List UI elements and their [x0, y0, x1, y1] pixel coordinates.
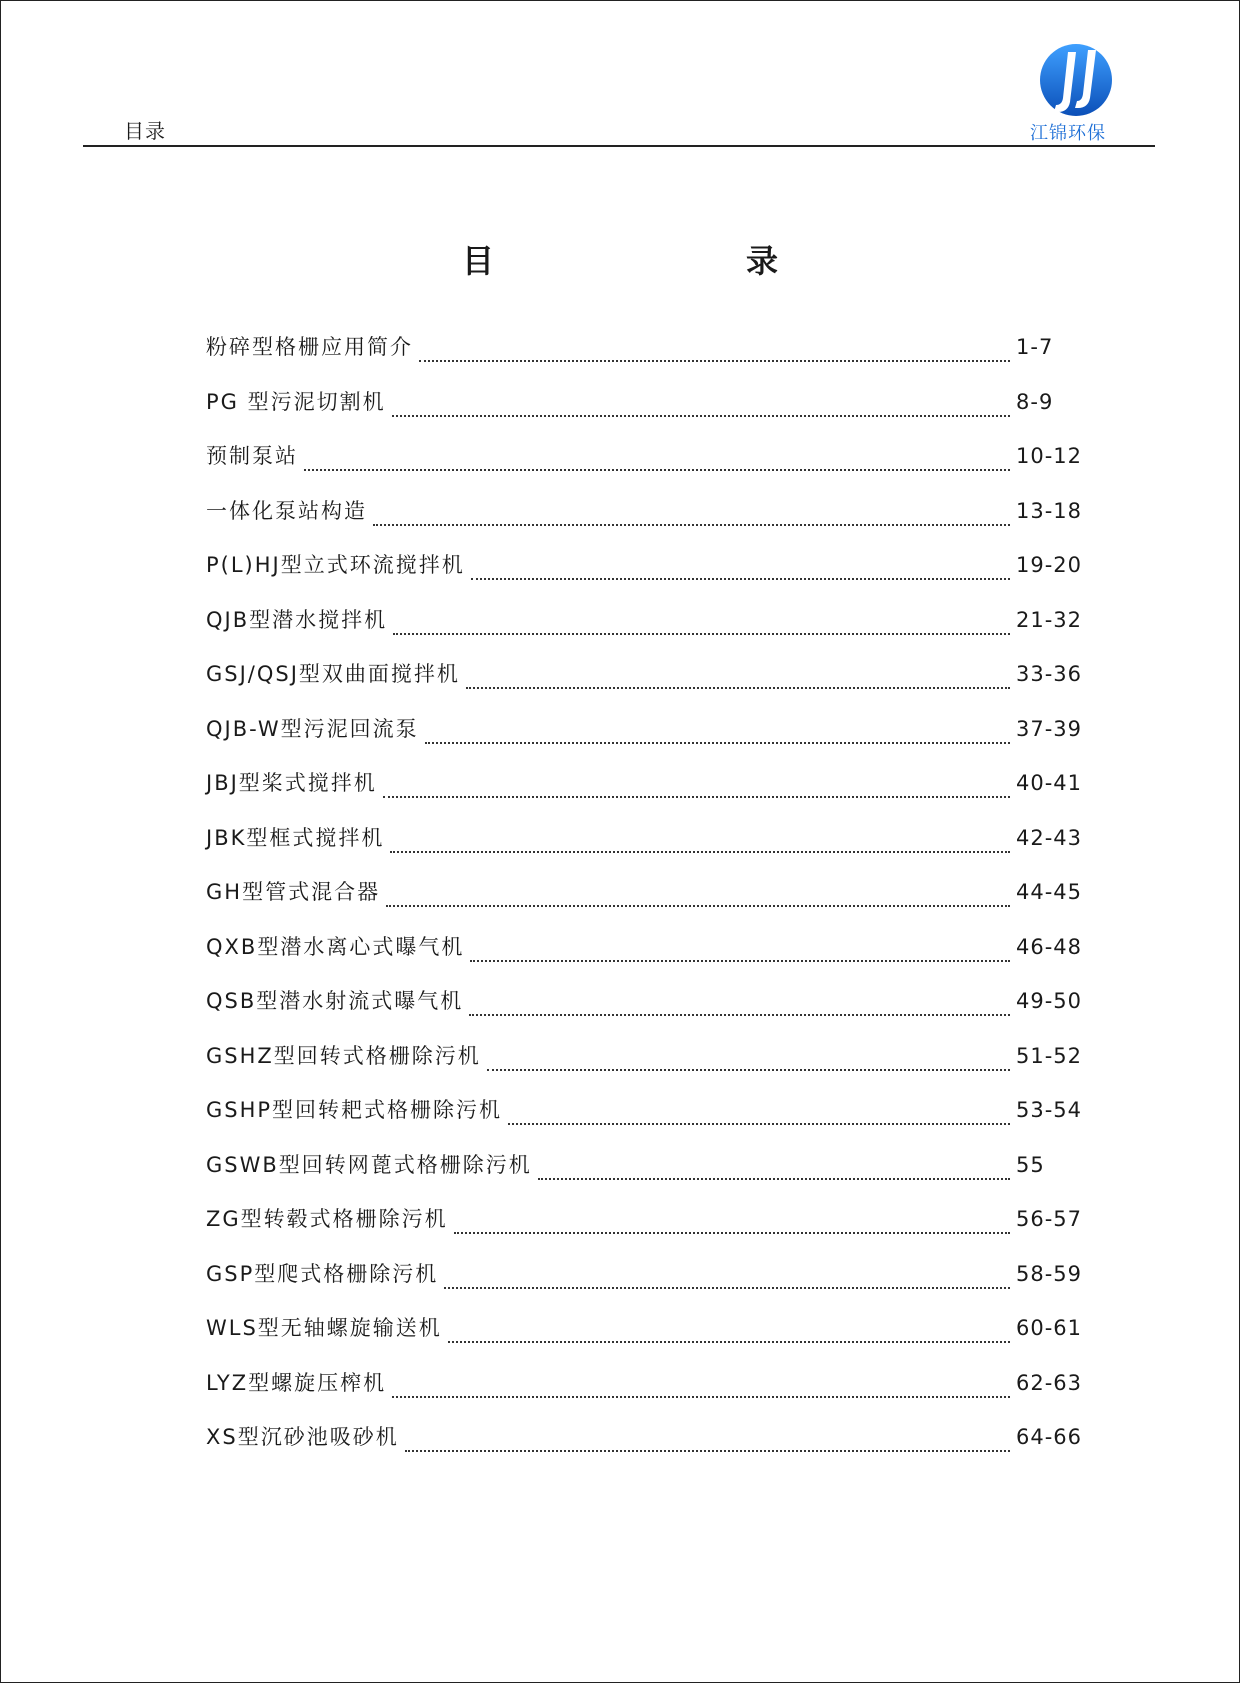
toc-entry[interactable] [206, 549, 1098, 604]
toc-entry-pages: 46-48 [1016, 934, 1083, 959]
toc-entry-pages: 53-54 [1016, 1098, 1083, 1122]
toc-entry-pages: 8-9 [1016, 389, 1054, 414]
toc-dot-leader [508, 1123, 1010, 1125]
toc-dot-leader [392, 415, 1010, 417]
toc-entry-pages: 33-36 [1016, 662, 1083, 686]
toc-dot-leader [373, 524, 1010, 526]
toc-entry-pages: 40-41 [1016, 771, 1083, 795]
toc-entry-pages: 42-43 [1016, 825, 1083, 850]
toc-entry-pages: 64-66 [1016, 1425, 1083, 1449]
header-section-label: 目录 [124, 119, 166, 143]
toc-dot-leader [454, 1232, 1010, 1234]
toc-entry-title: QXB型潜水离心式曝气机 [206, 934, 465, 959]
toc-dot-leader [425, 742, 1010, 744]
toc-entry-title: ZG型转毂式格栅除污机 [206, 1207, 448, 1231]
toc-entry-title: 一体化泵站构造 [206, 498, 367, 523]
toc-entry[interactable] [206, 1149, 1098, 1204]
toc-dot-leader [466, 687, 1010, 689]
toc-entry-pages: 21-32 [1016, 607, 1083, 632]
toc-dot-leader [393, 633, 1010, 635]
toc-dot-leader [386, 905, 1010, 907]
toc-entry-pages: 58-59 [1016, 1261, 1083, 1286]
toc-entry[interactable] [206, 495, 1098, 550]
toc-dot-leader [304, 469, 1010, 471]
toc-entry-pages: 37-39 [1016, 716, 1083, 741]
toc-entry-title: GSHZ型回转式格栅除污机 [206, 1043, 481, 1068]
toc-dot-leader [383, 796, 1010, 798]
toc-entry-title: GSWB型回转网蓖式格栅除污机 [206, 1152, 532, 1177]
header-divider [83, 145, 1155, 147]
brand-logo-icon [1038, 42, 1114, 120]
toc-entry[interactable] [206, 1203, 1098, 1258]
toc-entry[interactable] [206, 1040, 1098, 1095]
toc-entry-pages: 19-20 [1016, 553, 1083, 577]
toc-entry-title: JBK型框式搅拌机 [206, 825, 385, 850]
toc-entry-pages: 51-52 [1016, 1043, 1083, 1068]
toc-entry[interactable] [206, 822, 1098, 877]
toc-entry-pages: 44-45 [1016, 880, 1083, 904]
toc-entry-title: GH型管式混合器 [206, 880, 381, 904]
toc-dot-leader [538, 1178, 1010, 1180]
toc-entry-pages: 60-61 [1016, 1316, 1083, 1340]
toc-dot-leader [470, 960, 1010, 962]
toc-dot-leader [405, 1450, 1010, 1452]
toc-dot-leader [448, 1341, 1010, 1343]
toc-entry-title: GSJ/QSJ型双曲面搅拌机 [206, 662, 460, 686]
toc-entry[interactable] [206, 876, 1098, 931]
toc-entry[interactable] [206, 985, 1098, 1040]
toc-entry-title: JBJ型桨式搅拌机 [206, 771, 377, 795]
toc-entry-pages: 13-18 [1016, 498, 1083, 523]
toc-entry-title: WLS型无轴螺旋输送机 [206, 1316, 442, 1340]
toc-entry-title: P(L)HJ型立式环流搅拌机 [206, 553, 465, 577]
toc-entry[interactable] [206, 604, 1098, 659]
toc-entry[interactable] [206, 713, 1098, 768]
toc-entry[interactable] [206, 331, 1098, 386]
toc-entry-title: PG 型污泥切割机 [206, 389, 386, 414]
toc-dot-leader [471, 578, 1010, 580]
table-of-contents [206, 331, 1098, 1476]
toc-entry-pages: 10-12 [1016, 444, 1083, 468]
toc-entry-pages: 49-50 [1016, 989, 1083, 1013]
toc-entry-pages: 56-57 [1016, 1207, 1083, 1231]
toc-entry-title: XS型沉砂池吸砂机 [206, 1425, 399, 1449]
toc-entry[interactable] [206, 1258, 1098, 1313]
toc-entry-title: GSHP型回转耙式格栅除污机 [206, 1098, 503, 1122]
brand-name: 江锦环保 [1030, 123, 1106, 144]
toc-entry-pages: 55 [1016, 1152, 1045, 1177]
toc-entry[interactable] [206, 440, 1098, 495]
toc-entry-title: LYZ型螺旋压榨机 [206, 1370, 387, 1395]
toc-entry[interactable] [206, 658, 1098, 713]
toc-entry[interactable] [206, 1421, 1098, 1476]
toc-entry[interactable] [206, 1094, 1098, 1149]
toc-entry-pages: 1-7 [1016, 335, 1054, 359]
toc-entry[interactable] [206, 931, 1098, 986]
toc-entry[interactable] [206, 386, 1098, 441]
toc-dot-leader [419, 360, 1010, 362]
document-title: 目 录 [461, 242, 888, 280]
toc-entry-title: 粉碎型格栅应用简介 [206, 335, 413, 359]
toc-entry-title: QSB型潜水射流式曝气机 [206, 989, 464, 1013]
toc-entry-title: GSP型爬式格栅除污机 [206, 1261, 439, 1286]
toc-dot-leader [487, 1069, 1010, 1071]
toc-entry-title: 预制泵站 [206, 444, 298, 468]
toc-entry-pages: 62-63 [1016, 1370, 1083, 1395]
toc-entry-title: QJB型潜水搅拌机 [206, 607, 388, 632]
toc-dot-leader [390, 851, 1010, 853]
toc-entry[interactable] [206, 1312, 1098, 1367]
toc-dot-leader [444, 1287, 1010, 1289]
toc-dot-leader [469, 1014, 1010, 1016]
toc-entry[interactable] [206, 1367, 1098, 1422]
toc-entry[interactable] [206, 767, 1098, 822]
toc-dot-leader [392, 1396, 1010, 1398]
toc-entry-title: QJB-W型污泥回流泵 [206, 716, 419, 741]
